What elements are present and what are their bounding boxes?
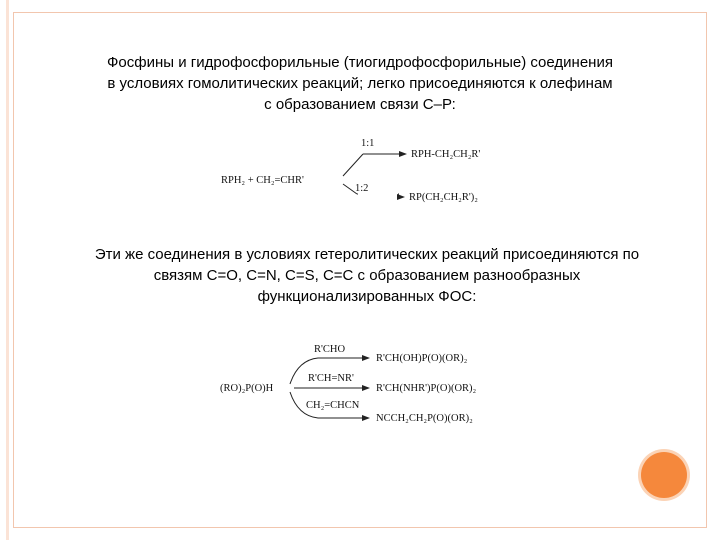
intro-line-3: с образованием связи С–Р: — [264, 96, 456, 113]
scheme2-reactant: (RO)₂P(O)H — [220, 383, 274, 394]
scheme2-arrowhead-1 — [362, 355, 370, 361]
intro-paragraph — [40, 52, 680, 115]
scheme2-reagent-3: CH₂=CHCN — [306, 400, 360, 411]
second-line-1: Эти же соединения в условиях гетеролитических реакций присоединяются по — [94, 246, 640, 263]
homolytic-reaction-scheme — [215, 130, 515, 212]
scheme1-product-bottom: RP(CH₂CH₂R')₂ — [409, 192, 478, 203]
scheme1-condition-bottom: 1:2 — [355, 183, 369, 194]
intro-line-2: в условиях гомолитических реакций; легко присоединяются к олефинам — [107, 75, 613, 92]
scheme1-arrowhead-bottom — [397, 194, 405, 200]
scheme1-branch-top — [343, 154, 363, 176]
accent-circle — [641, 452, 687, 498]
scheme2-product-3: NCCH₂CH₂P(O)(OR)₂ — [376, 413, 473, 424]
scheme2-reagent-1: R'CHO — [314, 344, 346, 355]
scheme1-reactant: RPH₂ + CH₂=CHR' — [221, 175, 304, 186]
scheme2-product-1: R'CH(OH)P(O)(OR)₂ — [376, 353, 468, 364]
second-paragraph — [22, 244, 712, 307]
heterolytic-reaction-scheme — [218, 340, 518, 430]
scheme1-arrowhead-top — [399, 151, 407, 157]
scheme2-arrowhead-2 — [362, 385, 370, 391]
second-line-2: связям С=О, С=N, C=S, C=C с образованием разнообразных — [153, 267, 581, 284]
scheme2-product-2: R'CH(NHR')P(O)(OR)₂ — [376, 383, 477, 394]
scheme2-arrowhead-3 — [362, 415, 370, 421]
intro-line-1: Фосфины и гидрофосфорильные (тиогидрофосфорильные) соединения — [107, 54, 613, 71]
second-line-3: функционализированных ФОС: — [257, 288, 477, 305]
scheme2-reagent-2: R'CH=NR' — [308, 373, 354, 384]
scheme1-condition-top: 1:1 — [361, 138, 375, 149]
left-accent-stripe — [6, 0, 9, 540]
scheme1-product-top: RPH-CH₂CH₂R' — [411, 149, 481, 160]
